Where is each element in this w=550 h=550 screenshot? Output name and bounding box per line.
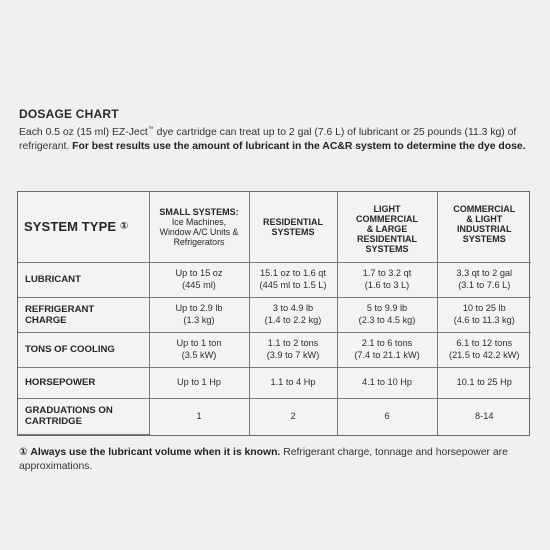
table-header-row: [18, 192, 531, 262]
row-label: REFRIGERANT CHARGE: [18, 297, 149, 332]
table-cell: 3.3 qt to 2 gal (3.1 to 7.6 L): [437, 262, 531, 297]
header-light-commercial: LIGHT COMMERCIAL & LARGE RESIDENTIAL SYSTEMS: [337, 192, 437, 262]
page-title: DOSAGE CHART: [19, 107, 119, 121]
table-cell: 3 to 4.9 lb (1.4 to 2.2 kg): [249, 297, 337, 332]
table-cell: 15.1 oz to 1.6 qt (445 ml to 1.5 L): [249, 262, 337, 297]
footnote-mark-icon: ①: [19, 447, 28, 458]
table-row-lubricant: [18, 262, 531, 297]
table-cell: Up to 1 ton (3.5 kW): [149, 332, 249, 367]
trademark-symbol: ™: [147, 126, 154, 133]
row-label: LUBRICANT: [18, 262, 149, 297]
table-cell: 6.1 to 12 tons (21.5 to 42.2 kW): [437, 332, 531, 367]
table-cell: 6: [337, 398, 437, 435]
table-row-tons-of-cooling: [18, 332, 531, 367]
footnote: [19, 446, 531, 474]
table-cell: 2.1 to 6 tons (7.4 to 21.1 kW): [337, 332, 437, 367]
header-commercial: COMMERCIAL & LIGHT INDUSTRIAL SYSTEMS: [437, 192, 531, 262]
intro-bold-text: For best results use the amount of lubricant in the AC&R system to determine the dye dose.: [72, 141, 526, 152]
intro-paragraph: [19, 126, 531, 154]
table-cell: 10.1 to 25 Hp: [437, 367, 531, 398]
table-cell: Up to 1 Hp: [149, 367, 249, 398]
table-cell: 4.1 to 10 Hp: [337, 367, 437, 398]
table-cell: Up to 2.9 lb (1.3 kg): [149, 297, 249, 332]
table-row-refrigerant-charge: [18, 297, 531, 332]
table-row-graduations: [18, 398, 531, 435]
footnote-text: Refrigerant charge, tonnage and horsepower are approximations.: [19, 447, 508, 472]
intro-text-a: Each 0.5 oz (15 ml) EZ-Ject: [19, 127, 148, 138]
table-cell: Up to 15 oz (445 ml): [149, 262, 249, 297]
footnote-bold-text: Always use the lubricant volume when it is known.: [27, 447, 281, 458]
table-cell: 1: [149, 398, 249, 435]
table-row-horsepower: [18, 367, 531, 398]
table-cell: 1.1 to 4 Hp: [249, 367, 337, 398]
table-cell: 1.7 to 3.2 qt (1.6 to 3 L): [337, 262, 437, 297]
intro-text-b: dye cartridge can treat up to 2 gal (7.6 L) of lubricant or 25 pounds (11.3 kg) of refrigerant.: [19, 127, 517, 152]
header-small-systems: SMALL SYSTEMS: Ice Machines, Window A/C Units & Refrigerators: [149, 192, 249, 262]
footnote-mark-icon: ①: [119, 220, 129, 232]
row-label: GRADUATIONS ON CARTRIDGE: [18, 398, 149, 435]
row-label: HORSEPOWER: [18, 367, 149, 398]
table-cell: 5 to 9.9 lb (2.3 to 4.5 kg): [337, 297, 437, 332]
table-cell: 1.1 to 2 tons (3.9 to 7 kW): [249, 332, 337, 367]
table-cell: 10 to 25 lb (4.6 to 11.3 kg): [437, 297, 531, 332]
table-cell: 8-14: [437, 398, 531, 435]
header-system-type: SYSTEM TYPE ①: [18, 192, 149, 262]
dosage-table-frame: [17, 191, 530, 436]
header-residential: RESIDENTIAL SYSTEMS: [249, 192, 337, 262]
dosage-table: [18, 192, 531, 435]
table-cell: 2: [249, 398, 337, 435]
row-label: TONS OF COOLING: [18, 332, 149, 367]
